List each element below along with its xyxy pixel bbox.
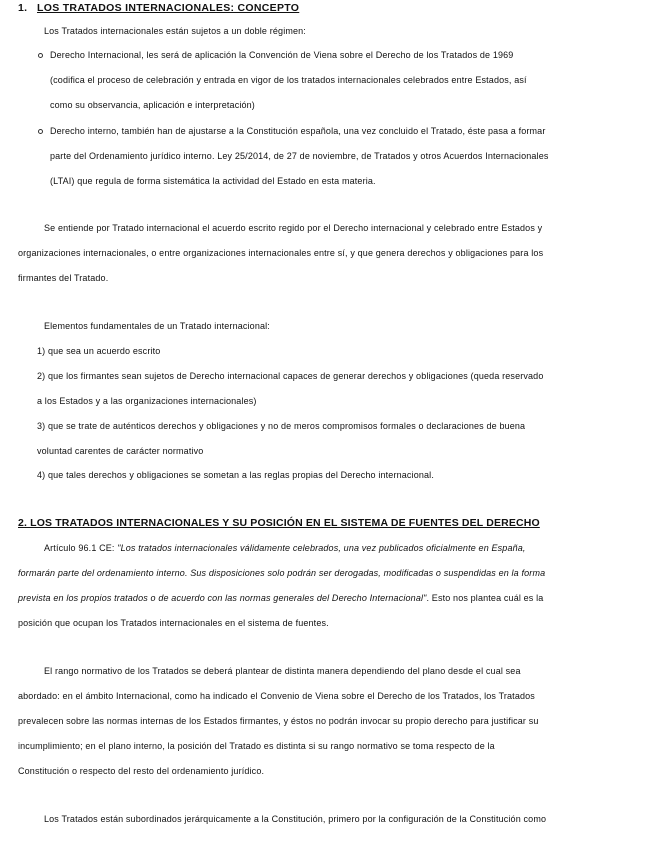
section-1-heading	[18, 2, 299, 14]
bullet-icon	[38, 53, 43, 58]
bullet-2-line-1: Derecho interno, también han de ajustarse a la Constitución española, una vez concluido el Tratado, éste pasa a formar	[50, 126, 546, 136]
rank-line-2: abordado: en el ámbito Internacional, como ha indicado el Convenio de Viena sobre el Derecho de los Tratados, los Tratados	[18, 691, 535, 701]
definition-line-2: organizaciones internacionales, o entre organizaciones internacionales entre sí, y que genera derechos y obligaciones para los	[18, 248, 544, 258]
element-line-3: a los Estados y a las organizaciones internacionales)	[37, 396, 257, 406]
section-2-heading: 2. LOS TRATADOS INTERNACIONALES Y SU POSICIÓN EN EL SISTEMA DE FUENTES DEL DERECHO	[18, 517, 540, 529]
element-line-6: 4) que tales derechos y obligaciones se sometan a las reglas propias del Derecho internacional.	[37, 470, 434, 480]
subordination-line-1: Los Tratados están subordinados jerárquicamente a la Constitución, primero por la configuración de la Constitución como	[44, 814, 547, 824]
bullet-1-line-2: (codifica el proceso de celebración y entrada en vigor de los tratados internacionales celebrados entre Estados, así	[50, 75, 527, 85]
element-line-4: 3) que se trate de auténticos derechos y obligaciones y no de meros compromisos formales o declaraciones de buena	[37, 421, 526, 431]
article-line-4: posición que ocupan los Tratados internacionales en el sistema de fuentes.	[18, 618, 329, 628]
section-1-number: 1.	[18, 2, 28, 14]
article-tail: . Esto nos plantea cuál es la	[426, 593, 544, 603]
section-1-intro: Los Tratados internacionales están sujetos a un doble régimen:	[44, 26, 306, 36]
bullet-icon	[38, 129, 43, 134]
rank-line-1: El rango normativo de los Tratados se deberá plantear de distinta manera dependiendo del plano desde el cual sea	[44, 666, 521, 676]
section-1-title: LOS TRATADOS INTERNACIONALES: CONCEPTO	[37, 2, 300, 14]
article-quote-3: prevista en los propios tratados o de acuerdo con las normas generales del Derecho Internacional"	[18, 593, 427, 603]
bullet-2-line-2: parte del Ordenamiento jurídico interno. Ley 25/2014, de 27 de noviembre, de Tratados y otros Acuerdos Internacionales	[50, 151, 549, 161]
article-line-1	[44, 542, 526, 554]
article-quote-1: "Los tratados internacionales válidamente celebrados, una vez publicados oficialmente en España,	[117, 543, 526, 553]
bullet-1-line-1: Derecho Internacional, les será de aplicación la Convención de Viena sobre el Derecho de los Tratados de 1969	[50, 50, 514, 60]
article-quote-2: formarán parte del ordenamiento interno. Sus disposiciones solo podrán ser derogadas, modificadas o suspendidas en la forma	[18, 568, 546, 578]
article-lead: Artículo 96.1 CE:	[44, 543, 118, 553]
bullet-1-line-3: como su observancia, aplicación e interpretación)	[50, 100, 255, 110]
rank-line-3: prevalecen sobre las normas internas de los Estados firmantes, y éstos no podrán invocar su propio derecho para justificar su	[18, 716, 539, 726]
rank-line-4: incumplimiento; en el plano interno, la posición del Tratado es distinta si su rango normativo se toma respecto de la	[18, 741, 495, 751]
article-line-2	[18, 567, 545, 579]
bullet-2-line-3: (LTAI) que regula de forma sistemática la actividad del Estado en esta materia.	[50, 176, 376, 186]
element-line-5: voluntad carentes de carácter normativo	[37, 446, 204, 456]
element-line-2: 2) que los firmantes sean sujetos de Derecho internacional capaces de generar derechos y obligaciones (queda reservado	[37, 371, 544, 381]
elements-intro: Elementos fundamentales de un Tratado internacional:	[44, 321, 270, 331]
element-line-1: 1) que sea un acuerdo escrito	[37, 346, 161, 356]
rank-line-5: Constitución o respecto del resto del ordenamiento jurídico.	[18, 766, 265, 776]
definition-line-3: firmantes del Tratado.	[18, 273, 109, 283]
definition-line-1: Se entiende por Tratado internacional el acuerdo escrito regido por el Derecho internacional y celebrado entre Estados y	[44, 223, 543, 233]
article-line-3	[18, 592, 543, 604]
